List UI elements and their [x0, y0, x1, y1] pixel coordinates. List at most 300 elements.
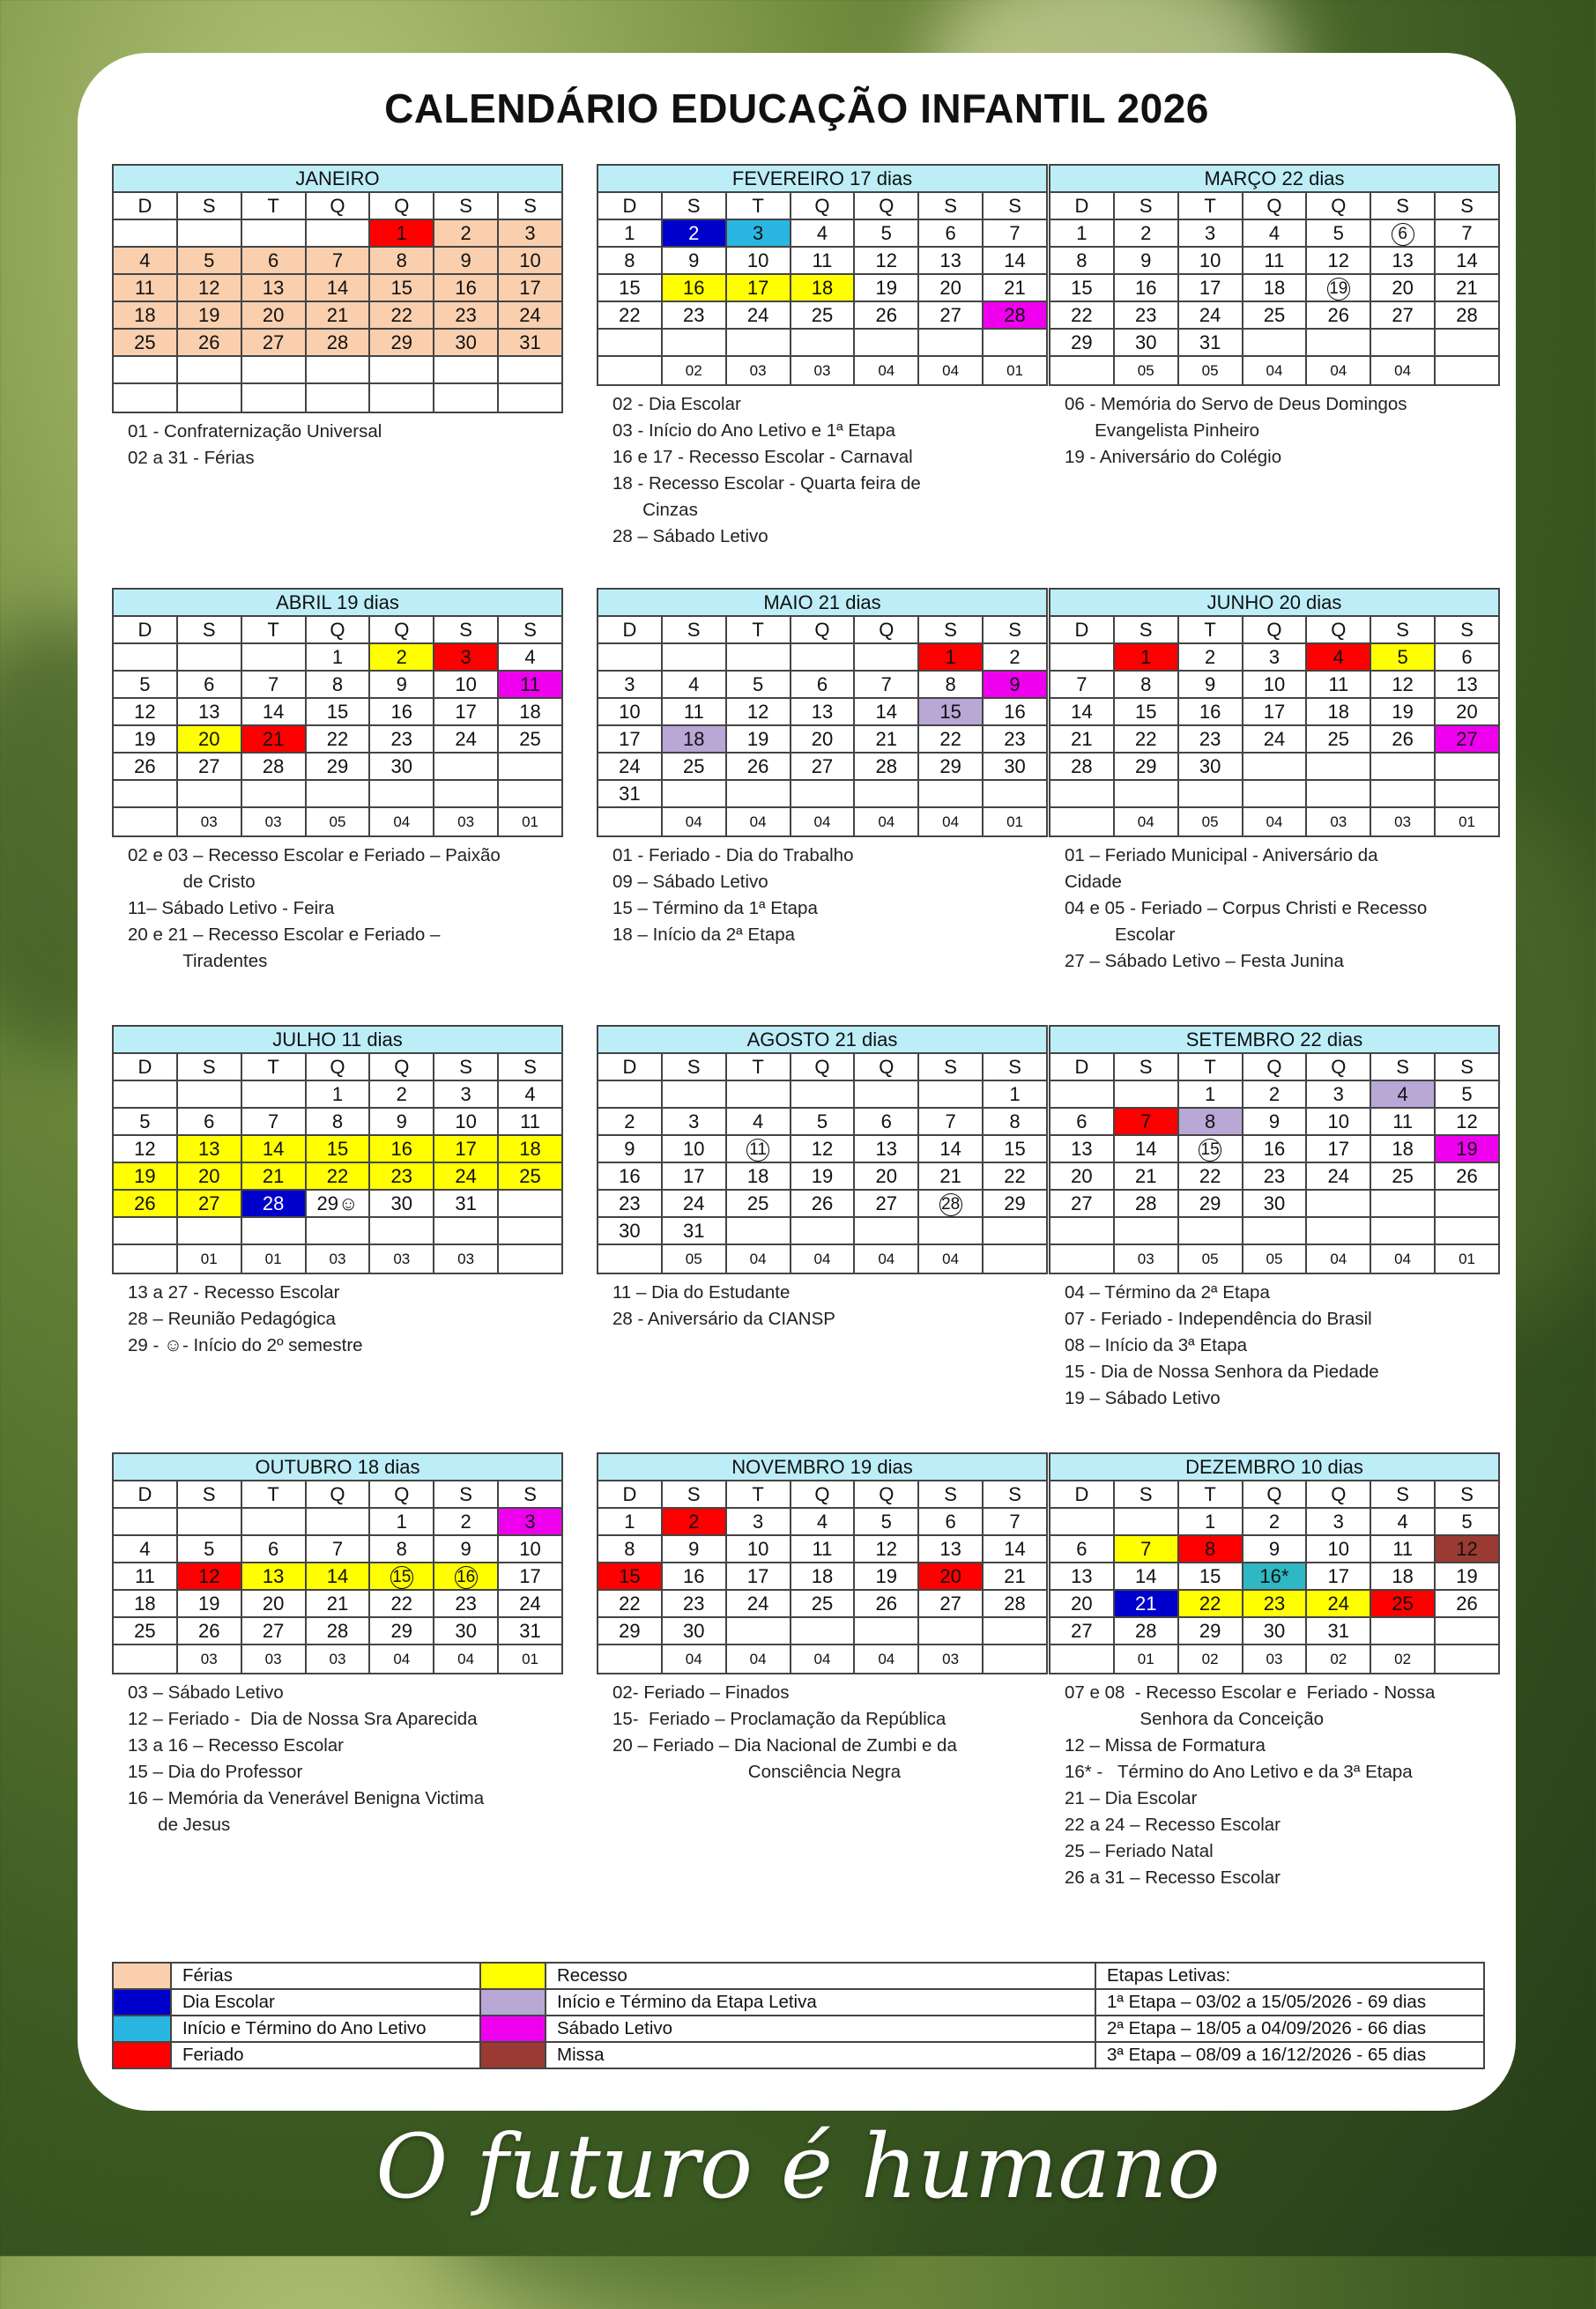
- note-line: 28 – Sábado Letivo: [612, 526, 768, 546]
- weekday-label: S: [498, 1053, 562, 1080]
- day-count: 03: [1370, 807, 1435, 836]
- day-cell: [918, 1217, 983, 1244]
- weekday-label: S: [662, 1481, 726, 1508]
- day-count: 01: [241, 1244, 306, 1273]
- note-line: 11 – Dia do Estudante: [612, 1282, 791, 1303]
- day-cell: 16: [1178, 698, 1243, 725]
- day-count: 04: [369, 807, 434, 836]
- day-cell: 14: [983, 1535, 1047, 1563]
- day-cell: [1370, 1190, 1435, 1217]
- day-count: [1050, 1244, 1114, 1273]
- page-title: CALENDÁRIO EDUCAÇÃO INFANTIL 2026: [384, 85, 1209, 131]
- day-count: 03: [177, 1645, 241, 1674]
- note-line: de Jesus: [128, 1815, 231, 1835]
- day-cell: 23: [983, 725, 1047, 753]
- day-cell: 25: [662, 753, 726, 780]
- weekday-label: S: [1370, 192, 1435, 219]
- etapa-label: 1ª Etapa – 03/02 a 15/05/2026 - 69 dias: [1095, 1989, 1484, 2016]
- month-title: AGOSTO 21 dias: [598, 1026, 1047, 1053]
- day-cell: 16*: [1243, 1563, 1307, 1590]
- day-count: 04: [791, 807, 855, 836]
- month-title: MARÇO 22 dias: [1050, 165, 1499, 192]
- day-count: 03: [177, 807, 241, 836]
- day-cell: 30: [1243, 1190, 1307, 1217]
- day-cell: 23: [1114, 301, 1178, 329]
- day-cell: 31: [498, 1617, 562, 1645]
- weekday-label: S: [662, 192, 726, 219]
- day-cell: 30: [369, 1190, 434, 1217]
- note-line: 28 – Reunião Pedagógica: [128, 1309, 336, 1329]
- day-cell: 7: [306, 1535, 370, 1563]
- day-cell: 1: [369, 1508, 434, 1535]
- day-cell: 23: [369, 1162, 434, 1190]
- day-count: [1050, 807, 1114, 836]
- day-cell: 20: [1370, 274, 1435, 301]
- weekday-label: S: [918, 1481, 983, 1508]
- day-count: 03: [791, 356, 855, 385]
- day-cell: 3: [434, 643, 498, 671]
- day-cell: 21: [241, 1162, 306, 1190]
- day-cell: [726, 643, 791, 671]
- weekday-label: S: [498, 1481, 562, 1508]
- day-cell: 29: [1050, 329, 1114, 356]
- day-cell: 9: [369, 671, 434, 698]
- day-cell: 21: [306, 1590, 370, 1617]
- day-cell: 18: [726, 1162, 791, 1190]
- note-line: 18 – Início da 2ª Etapa: [612, 924, 796, 945]
- day-count: [113, 1645, 177, 1674]
- day-cell: [791, 1080, 855, 1108]
- day-cell: 17: [598, 725, 662, 753]
- day-cell: 28: [306, 329, 370, 356]
- note-line: 09 – Sábado Letivo: [612, 872, 768, 892]
- day-cell: 24: [726, 301, 791, 329]
- day-cell: 12: [1306, 247, 1370, 274]
- legend-swatch: [113, 1963, 171, 1989]
- weekday-label: D: [598, 192, 662, 219]
- note-line: 18 - Recesso Escolar - Quarta feira de: [612, 473, 921, 494]
- day-cell: 24: [1306, 1590, 1370, 1617]
- day-cell: [434, 780, 498, 807]
- note-line: Escolar: [1065, 924, 1176, 945]
- day-count: 02: [662, 356, 726, 385]
- day-cell: 5: [791, 1108, 855, 1135]
- day-cell: 3: [1243, 643, 1307, 671]
- day-cell: 24: [498, 1590, 562, 1617]
- weekday-label: Q: [369, 192, 434, 219]
- weekday-label: S: [434, 192, 498, 219]
- day-cell: 20: [241, 301, 306, 329]
- day-count: 04: [726, 1244, 791, 1273]
- legend-swatch: [113, 2016, 171, 2042]
- day-cell: 7: [1050, 671, 1114, 698]
- day-cell: 10: [1306, 1535, 1370, 1563]
- day-cell: 16: [1243, 1135, 1307, 1162]
- day-cell: 22: [369, 1590, 434, 1617]
- day-cell: 26: [726, 753, 791, 780]
- day-cell: 10: [1243, 671, 1307, 698]
- day-cell: 23: [1243, 1590, 1307, 1617]
- day-count: 03: [434, 1244, 498, 1273]
- day-cell: [598, 643, 662, 671]
- weekday-label: S: [177, 1053, 241, 1080]
- legend-table: [112, 1962, 1485, 2069]
- day-cell: 25: [113, 1617, 177, 1645]
- day-cell: [662, 1080, 726, 1108]
- day-cell: 28: [1435, 301, 1499, 329]
- day-cell: 18: [498, 1135, 562, 1162]
- note-line: 01 - Confraternização Universal: [128, 421, 382, 442]
- day-cell: 14: [241, 1135, 306, 1162]
- legend-swatch: [480, 2016, 546, 2042]
- day-cell: [241, 780, 306, 807]
- day-cell: 1: [598, 1508, 662, 1535]
- day-cell: 31: [434, 1190, 498, 1217]
- day-cell: 30: [598, 1217, 662, 1244]
- day-count: 04: [369, 1645, 434, 1674]
- weekday-label: S: [177, 192, 241, 219]
- day-count: 04: [434, 1645, 498, 1674]
- day-cell: 28: [1114, 1617, 1178, 1645]
- day-cell: 11: [791, 1535, 855, 1563]
- day-cell: 1: [918, 643, 983, 671]
- month-notes: [1049, 843, 1500, 975]
- day-cell: 21: [918, 1162, 983, 1190]
- day-count: 05: [1178, 356, 1243, 385]
- day-cell: 24: [598, 753, 662, 780]
- day-cell: 10: [726, 1535, 791, 1563]
- note-line: 13 a 27 - Recesso Escolar: [128, 1282, 340, 1303]
- note-line: 20 e 21 – Recesso Escolar e Feriado –: [128, 924, 441, 945]
- day-cell: 19: [177, 1590, 241, 1617]
- day-cell: [1114, 1080, 1178, 1108]
- day-cell: 13: [241, 274, 306, 301]
- day-cell: 17: [662, 1162, 726, 1190]
- day-cell: 30: [434, 329, 498, 356]
- note-line: 02 - Dia Escolar: [612, 394, 741, 414]
- day-cell: 12: [1370, 671, 1435, 698]
- day-cell: 1: [1178, 1080, 1243, 1108]
- day-count: 03: [306, 1645, 370, 1674]
- day-count: 04: [662, 1645, 726, 1674]
- day-cell: 5: [113, 671, 177, 698]
- day-cell: 18: [113, 301, 177, 329]
- day-cell: [726, 1135, 791, 1162]
- day-cell: 13: [241, 1563, 306, 1590]
- day-count: [498, 1244, 562, 1273]
- day-cell: [1050, 780, 1114, 807]
- day-count: 02: [1370, 1645, 1435, 1674]
- day-cell: 17: [726, 274, 791, 301]
- day-cell: 25: [1306, 725, 1370, 753]
- day-cell: 22: [1050, 301, 1114, 329]
- day-cell: 22: [918, 725, 983, 753]
- day-cell: [791, 329, 855, 356]
- day-cell: 8: [369, 247, 434, 274]
- day-cell: 4: [113, 1535, 177, 1563]
- day-cell: [306, 219, 370, 247]
- note-line: Consciência Negra: [612, 1762, 901, 1782]
- day-cell: [854, 643, 918, 671]
- day-count: 04: [1306, 356, 1370, 385]
- day-cell: 12: [791, 1135, 855, 1162]
- day-cell: [177, 1080, 241, 1108]
- weekday-label: T: [1178, 1481, 1243, 1508]
- weekday-label: Q: [1243, 1481, 1307, 1508]
- day-cell: 18: [498, 698, 562, 725]
- day-cell: [791, 643, 855, 671]
- month-notes: [597, 1280, 1048, 1333]
- day-cell: 27: [1435, 725, 1499, 753]
- day-cell: 25: [1243, 301, 1307, 329]
- day-cell: [854, 780, 918, 807]
- day-cell: 15: [369, 274, 434, 301]
- day-cell: 1: [1050, 219, 1114, 247]
- day-cell: 4: [1370, 1508, 1435, 1535]
- day-count: 04: [726, 807, 791, 836]
- month-julho: [112, 1025, 563, 1359]
- weekday-label: S: [1370, 1053, 1435, 1080]
- month-notes: [597, 391, 1048, 550]
- day-count: [1435, 356, 1499, 385]
- day-cell: 18: [1243, 274, 1307, 301]
- day-cell: 11: [113, 1563, 177, 1590]
- month-title: ABRIL 19 dias: [113, 589, 562, 616]
- day-cell: 14: [854, 698, 918, 725]
- day-cell: 12: [1435, 1535, 1499, 1563]
- weekday-label: S: [1435, 1481, 1499, 1508]
- day-cell: 7: [983, 219, 1047, 247]
- note-line: de Cristo: [128, 872, 256, 892]
- weekday-label: S: [1370, 1481, 1435, 1508]
- weekday-label: Q: [854, 1481, 918, 1508]
- slogan: O futuro é humano: [375, 2115, 1221, 2218]
- month-notes: [112, 1680, 563, 1838]
- day-cell: 13: [1050, 1563, 1114, 1590]
- day-cell: 14: [1114, 1135, 1178, 1162]
- note-line: 16 – Memória da Venerável Benigna Victima: [128, 1788, 485, 1808]
- day-cell: 21: [241, 725, 306, 753]
- circled-day: 15: [390, 1566, 413, 1589]
- note-line: 16 e 17 - Recesso Escolar - Carnaval: [612, 447, 913, 467]
- day-cell: 21: [854, 725, 918, 753]
- day-cell: 8: [918, 671, 983, 698]
- day-cell: 27: [177, 1190, 241, 1217]
- day-count: 04: [918, 1244, 983, 1273]
- circled-day: 16: [455, 1566, 478, 1589]
- day-cell: 8: [1114, 671, 1178, 698]
- note-line: 02 a 31 - Férias: [128, 448, 255, 468]
- weekday-label: D: [1050, 192, 1114, 219]
- day-cell: 15: [983, 1135, 1047, 1162]
- month-notes: [1049, 1680, 1500, 1891]
- day-cell: 4: [791, 1508, 855, 1535]
- day-cell: 10: [1306, 1108, 1370, 1135]
- day-cell: 11: [662, 698, 726, 725]
- day-cell: 6: [854, 1108, 918, 1135]
- day-cell: 21: [1435, 274, 1499, 301]
- day-cell: 25: [498, 1162, 562, 1190]
- day-count: [983, 1645, 1047, 1674]
- day-cell: 25: [1370, 1590, 1435, 1617]
- day-cell: 26: [854, 1590, 918, 1617]
- day-cell: [1178, 780, 1243, 807]
- weekday-label: S: [983, 192, 1047, 219]
- day-cell: 8: [1178, 1535, 1243, 1563]
- day-cell: 14: [1114, 1563, 1178, 1590]
- weekday-label: S: [662, 1053, 726, 1080]
- day-cell: 26: [177, 329, 241, 356]
- day-cell: 14: [306, 274, 370, 301]
- weekday-label: Q: [854, 192, 918, 219]
- day-cell: 27: [1050, 1617, 1114, 1645]
- day-cell: 2: [1178, 643, 1243, 671]
- day-cell: 7: [1114, 1535, 1178, 1563]
- day-count: 05: [662, 1244, 726, 1273]
- weekday-label: T: [241, 192, 306, 219]
- day-cell: 14: [306, 1563, 370, 1590]
- day-cell: 24: [662, 1190, 726, 1217]
- note-line: 15 - Dia de Nossa Senhora da Piedade: [1065, 1362, 1379, 1382]
- circled-day: 6: [1392, 223, 1414, 246]
- weekday-label: D: [598, 1481, 662, 1508]
- circled-day: 11: [746, 1139, 769, 1162]
- day-cell: 4: [498, 1080, 562, 1108]
- note-line: 01 – Feriado Municipal - Aniversário da: [1065, 845, 1378, 865]
- day-cell: 5: [854, 1508, 918, 1535]
- day-count: [306, 383, 370, 412]
- month-title: NOVEMBRO 19 dias: [598, 1453, 1047, 1481]
- day-cell: 11: [498, 1108, 562, 1135]
- day-cell: [369, 780, 434, 807]
- day-cell: 2: [662, 219, 726, 247]
- note-line: Cidade: [1065, 872, 1122, 892]
- note-line: 29 - ☺- Início do 2º semestre: [128, 1335, 363, 1355]
- day-cell: [1370, 1217, 1435, 1244]
- day-count: [1050, 356, 1114, 385]
- weekday-label: Q: [854, 616, 918, 643]
- day-count: 01: [1435, 807, 1499, 836]
- day-cell: 3: [498, 1508, 562, 1535]
- day-cell: 14: [983, 247, 1047, 274]
- day-cell: 12: [113, 1135, 177, 1162]
- weekday-label: Q: [1306, 1053, 1370, 1080]
- weekday-label: D: [1050, 1053, 1114, 1080]
- weekday-label: S: [918, 1053, 983, 1080]
- day-cell: 14: [918, 1135, 983, 1162]
- weekday-label: Q: [791, 1481, 855, 1508]
- day-cell: 15: [1050, 274, 1114, 301]
- day-cell: 22: [1114, 725, 1178, 753]
- day-cell: 25: [498, 725, 562, 753]
- day-cell: 27: [1050, 1190, 1114, 1217]
- weekday-label: Q: [1306, 1481, 1370, 1508]
- day-cell: 22: [369, 301, 434, 329]
- note-line: 12 – Feriado - Dia de Nossa Sra Aparecida: [128, 1709, 478, 1729]
- day-count: 01: [1114, 1645, 1178, 1674]
- day-cell: [113, 1508, 177, 1535]
- day-cell: 17: [1243, 698, 1307, 725]
- day-cell: 1: [1114, 643, 1178, 671]
- day-cell: [177, 219, 241, 247]
- day-count: 01: [498, 1645, 562, 1674]
- day-cell: [1370, 1617, 1435, 1645]
- weekday-label: S: [1114, 616, 1178, 643]
- day-cell: 13: [854, 1135, 918, 1162]
- day-cell: 20: [854, 1162, 918, 1190]
- day-cell: [662, 643, 726, 671]
- day-cell: [1243, 329, 1307, 356]
- day-cell: 7: [854, 671, 918, 698]
- day-cell: 9: [434, 247, 498, 274]
- day-cell: 6: [1050, 1535, 1114, 1563]
- day-cell: [1306, 1217, 1370, 1244]
- day-count: 05: [1243, 1244, 1307, 1273]
- day-cell: [1306, 753, 1370, 780]
- weekday-label: D: [1050, 1481, 1114, 1508]
- note-line: 11– Sábado Letivo - Feira: [128, 898, 335, 918]
- month-novembro: [597, 1452, 1048, 1786]
- weekday-label: Q: [306, 1481, 370, 1508]
- day-cell: 3: [726, 219, 791, 247]
- note-line: Tiradentes: [128, 951, 268, 971]
- day-cell: [1243, 780, 1307, 807]
- day-cell: 7: [983, 1508, 1047, 1535]
- day-cell: [177, 643, 241, 671]
- day-cell: 5: [113, 1108, 177, 1135]
- day-cell: 18: [113, 1590, 177, 1617]
- weekday-label: Q: [369, 1053, 434, 1080]
- day-cell: 10: [434, 1108, 498, 1135]
- day-cell: 24: [434, 1162, 498, 1190]
- weekday-label: S: [177, 616, 241, 643]
- note-line: 26 a 31 – Recesso Escolar: [1065, 1867, 1281, 1888]
- day-cell: 26: [177, 1617, 241, 1645]
- day-cell: 20: [918, 274, 983, 301]
- day-count: 03: [918, 1645, 983, 1674]
- day-cell: 22: [306, 1162, 370, 1190]
- day-cell: 18: [791, 274, 855, 301]
- day-cell: 25: [1370, 1162, 1435, 1190]
- day-cell: 4: [726, 1108, 791, 1135]
- day-cell: [918, 329, 983, 356]
- day-cell: 28: [1050, 753, 1114, 780]
- month-title: JANEIRO: [113, 165, 562, 192]
- day-cell: 2: [1114, 219, 1178, 247]
- day-count: 05: [1178, 807, 1243, 836]
- day-cell: [434, 356, 498, 383]
- weekday-label: S: [434, 1053, 498, 1080]
- day-cell: 3: [498, 219, 562, 247]
- day-cell: 5: [177, 247, 241, 274]
- legend-label: Dia Escolar: [171, 1989, 480, 2016]
- day-cell: [306, 356, 370, 383]
- note-line: Senhora da Conceição: [1065, 1709, 1324, 1729]
- note-line: 16* - Término do Ano Letivo e da 3ª Etapa: [1065, 1762, 1413, 1782]
- day-cell: 21: [306, 301, 370, 329]
- day-cell: 13: [1050, 1135, 1114, 1162]
- weekday-label: D: [598, 616, 662, 643]
- day-count: 01: [983, 807, 1047, 836]
- day-cell: [918, 1080, 983, 1108]
- day-count: [369, 383, 434, 412]
- note-line: 03 – Sábado Letivo: [128, 1682, 284, 1703]
- day-count: 04: [1243, 807, 1307, 836]
- day-cell: 26: [854, 301, 918, 329]
- day-cell: 16: [983, 698, 1047, 725]
- day-cell: 4: [113, 247, 177, 274]
- day-count: 03: [241, 807, 306, 836]
